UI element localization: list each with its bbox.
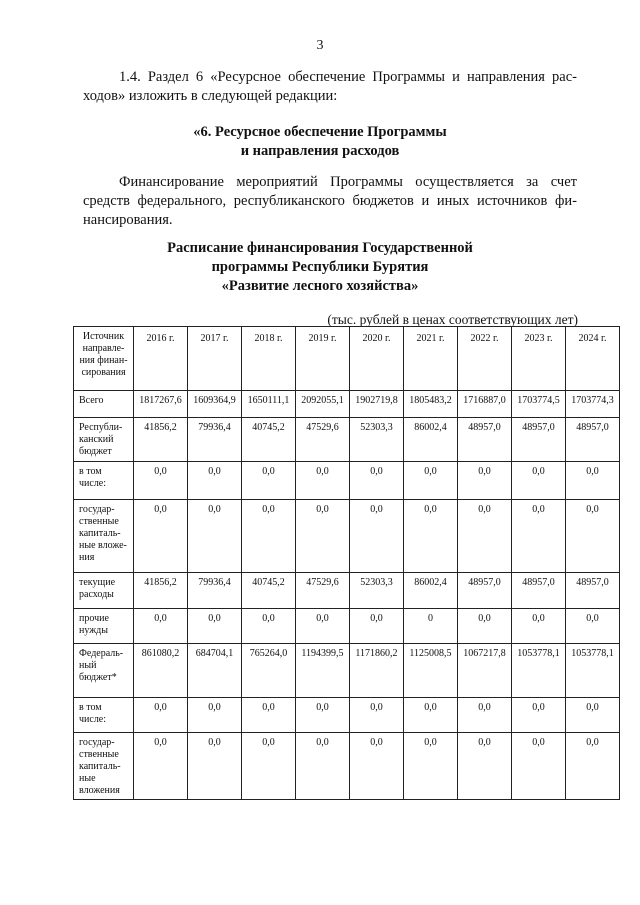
value-cell: 0,0	[566, 462, 620, 500]
value-cell: 1703774,3	[566, 391, 620, 418]
row-source-cell: государ-ственные капиталь-ные вложе-ния	[74, 500, 134, 573]
intro-line-1: 1.4. Раздел 6 «Ресурсное обеспечение Программы и направления рас-	[119, 69, 577, 85]
financing-table	[73, 326, 620, 800]
value-cell: 48957,0	[512, 418, 566, 462]
body-line-3: нансирования.	[83, 212, 173, 228]
row-source-cell: текущие расходы	[74, 573, 134, 609]
value-cell: 0,0	[350, 500, 404, 573]
value-cell: 0,0	[134, 500, 188, 573]
table-row	[74, 462, 620, 500]
section-title	[0, 123, 640, 161]
value-cell: 1703774,5	[512, 391, 566, 418]
header-source-cell: Источник направле-ния финан-сирования	[74, 327, 134, 391]
header-year: 2019 г.	[296, 327, 350, 391]
value-cell: 0,0	[350, 462, 404, 500]
value-cell: 0,0	[566, 733, 620, 800]
value-cell: 0,0	[458, 609, 512, 644]
value-cell: 2092055,1	[296, 391, 350, 418]
header-year: 2023 г.	[512, 327, 566, 391]
value-cell: 0,0	[188, 609, 242, 644]
value-cell: 48957,0	[566, 418, 620, 462]
schedule-title-line-3: «Развитие лесного хозяйства»	[221, 278, 419, 294]
row-source-cell: Федераль-ный бюджет*	[74, 644, 134, 698]
value-cell: 0,0	[242, 698, 296, 733]
value-cell: 0,0	[188, 500, 242, 573]
header-year: 2024 г.	[566, 327, 620, 391]
section-title-line-2: и направления расходов	[240, 143, 400, 159]
value-cell: 765264,0	[242, 644, 296, 698]
value-cell: 0,0	[242, 462, 296, 500]
value-cell: 47529,6	[296, 573, 350, 609]
page-number: 3	[316, 38, 324, 53]
value-cell: 48957,0	[458, 573, 512, 609]
value-cell: 86002,4	[404, 418, 458, 462]
section-title-line-1: «6. Ресурсное обеспечение Программы	[193, 124, 447, 140]
value-cell: 41856,2	[134, 573, 188, 609]
value-cell: 0,0	[296, 500, 350, 573]
row-source-cell: в том числе:	[74, 698, 134, 733]
row-source-cell: Республи-канский бюджет	[74, 418, 134, 462]
value-cell: 0,0	[296, 733, 350, 800]
value-cell: 1067217,8	[458, 644, 512, 698]
header-year: 2017 г.	[188, 327, 242, 391]
value-cell: 86002,4	[404, 573, 458, 609]
value-cell: 0,0	[404, 698, 458, 733]
body-paragraph	[83, 173, 577, 230]
value-cell: 48957,0	[512, 573, 566, 609]
value-cell: 0,0	[350, 609, 404, 644]
value-cell: 0,0	[512, 609, 566, 644]
value-cell: 0,0	[188, 733, 242, 800]
table-row	[74, 418, 620, 462]
table-row	[74, 609, 620, 644]
value-cell: 0,0	[512, 462, 566, 500]
value-cell: 1817267,6	[134, 391, 188, 418]
value-cell: 1609364,9	[188, 391, 242, 418]
row-source-cell: прочие нужды	[74, 609, 134, 644]
value-cell: 1805483,2	[404, 391, 458, 418]
value-cell: 0,0	[134, 698, 188, 733]
table-row	[74, 698, 620, 733]
value-cell: 1902719,8	[350, 391, 404, 418]
value-cell: 52303,3	[350, 418, 404, 462]
value-cell: 0,0	[296, 698, 350, 733]
value-cell: 0,0	[566, 609, 620, 644]
value-cell: 0,0	[458, 462, 512, 500]
intro-line-2: ходов» изложить в следующей редакции:	[83, 88, 338, 104]
row-source-cell: Всего	[74, 391, 134, 418]
table-row	[74, 644, 620, 698]
value-cell: 40745,2	[242, 573, 296, 609]
row-source-cell: государ-ственные капиталь-ные вложения	[74, 733, 134, 800]
value-cell: 1650111,1	[242, 391, 296, 418]
table-header-row	[74, 327, 620, 391]
header-year: 2020 г.	[350, 327, 404, 391]
value-cell: 861080,2	[134, 644, 188, 698]
value-cell: 0,0	[458, 500, 512, 573]
value-cell: 0	[404, 609, 458, 644]
value-cell: 0,0	[404, 733, 458, 800]
table-row	[74, 733, 620, 800]
value-cell: 0,0	[458, 698, 512, 733]
body-line-2: средств федерального, республиканского бюджетов и иных источников фи-	[83, 193, 577, 209]
value-cell: 79936,4	[188, 573, 242, 609]
value-cell: 48957,0	[566, 573, 620, 609]
schedule-title-line-2: программы Республики Бурятия	[211, 259, 429, 275]
value-cell: 1194399,5	[296, 644, 350, 698]
schedule-title	[0, 239, 640, 296]
value-cell: 52303,3	[350, 573, 404, 609]
table-row	[74, 573, 620, 609]
value-cell: 0,0	[242, 500, 296, 573]
value-cell: 0,0	[404, 500, 458, 573]
value-cell: 0,0	[188, 698, 242, 733]
value-cell: 0,0	[134, 733, 188, 800]
body-line-1: Финансирование мероприятий Программы осуществляется за счет	[119, 174, 577, 190]
value-cell: 1053778,1	[512, 644, 566, 698]
value-cell: 1053778,1	[566, 644, 620, 698]
value-cell: 47529,6	[296, 418, 350, 462]
value-cell: 1716887,0	[458, 391, 512, 418]
value-cell: 0,0	[512, 733, 566, 800]
table-row	[74, 391, 620, 418]
value-cell: 41856,2	[134, 418, 188, 462]
value-cell: 0,0	[566, 500, 620, 573]
value-cell: 0,0	[242, 609, 296, 644]
value-cell: 0,0	[296, 609, 350, 644]
table-row	[74, 500, 620, 573]
value-cell: 0,0	[134, 462, 188, 500]
value-cell: 0,0	[512, 500, 566, 573]
value-cell: 0,0	[350, 698, 404, 733]
intro-paragraph	[83, 68, 577, 106]
value-cell: 0,0	[242, 733, 296, 800]
value-cell: 0,0	[404, 462, 458, 500]
value-cell: 0,0	[458, 733, 512, 800]
header-year: 2021 г.	[404, 327, 458, 391]
value-cell: 40745,2	[242, 418, 296, 462]
value-cell: 684704,1	[188, 644, 242, 698]
value-cell: 1125008,5	[404, 644, 458, 698]
value-cell: 0,0	[566, 698, 620, 733]
value-cell: 0,0	[512, 698, 566, 733]
units-note: (тыс. рублей в ценах соответствующих лет)	[327, 312, 578, 327]
schedule-title-line-1: Расписание финансирования Государственной	[167, 240, 473, 256]
value-cell: 0,0	[134, 609, 188, 644]
value-cell: 0,0	[296, 462, 350, 500]
header-year: 2018 г.	[242, 327, 296, 391]
header-year: 2022 г.	[458, 327, 512, 391]
value-cell: 0,0	[188, 462, 242, 500]
value-cell: 79936,4	[188, 418, 242, 462]
header-year: 2016 г.	[134, 327, 188, 391]
value-cell: 0,0	[350, 733, 404, 800]
value-cell: 48957,0	[458, 418, 512, 462]
value-cell: 1171860,2	[350, 644, 404, 698]
row-source-cell: в том числе:	[74, 462, 134, 500]
